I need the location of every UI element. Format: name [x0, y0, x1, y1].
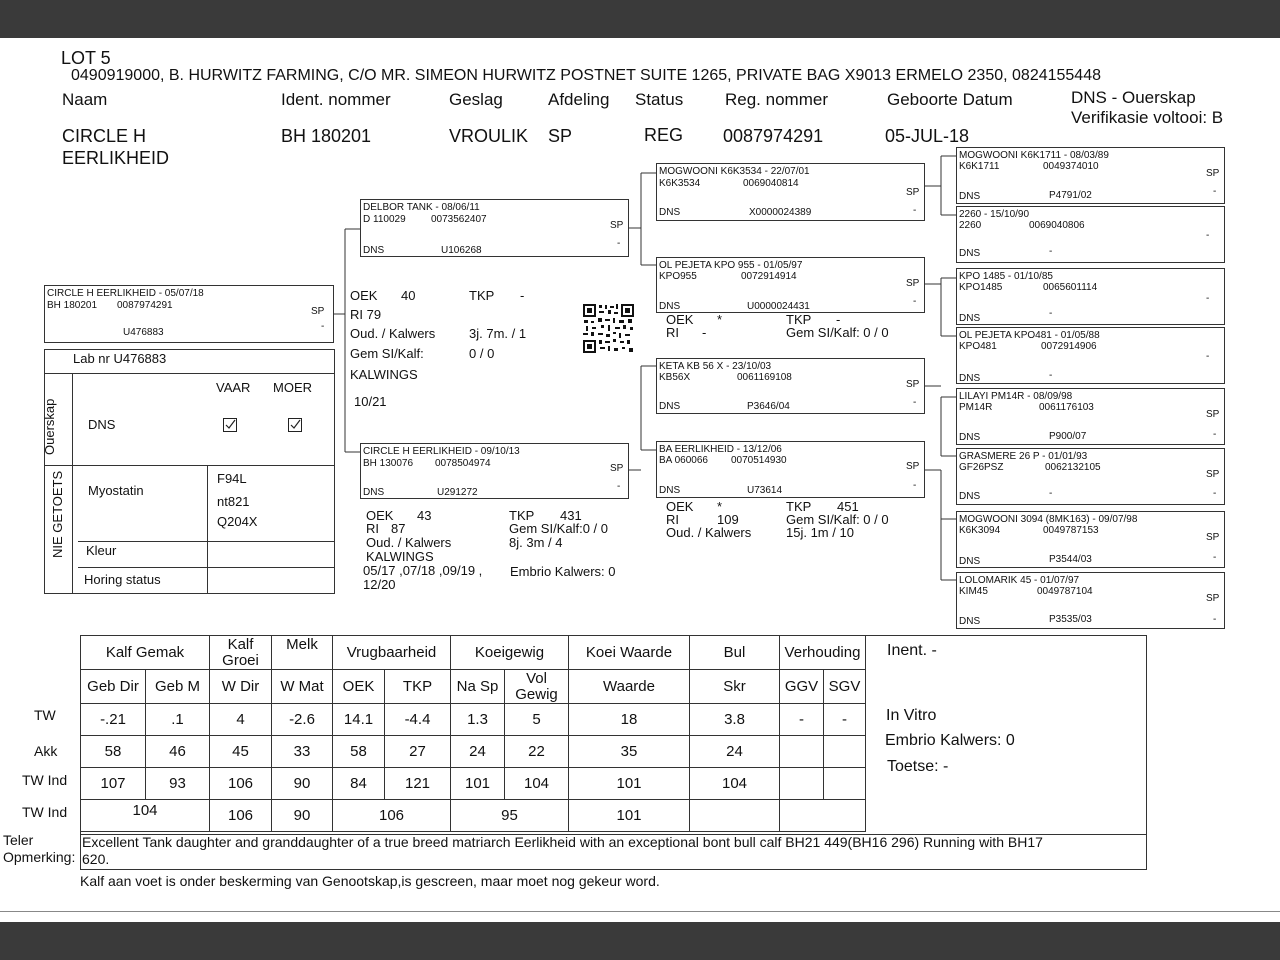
twind-cell	[780, 768, 824, 800]
gp-ident: K6K3534	[659, 178, 701, 189]
ggp-code: P3544/03	[1049, 554, 1092, 565]
ggp-reg: 0065601114	[1043, 282, 1098, 293]
dam-gem: Gem SI/Kalf:0 / 0	[509, 521, 608, 536]
gp4-gem: Gem SI/Kalf: 0 / 0	[786, 512, 889, 527]
ggp-title: LILAYI PM14R - 08/09/98	[959, 391, 1073, 402]
dam-oud-label: Oud. / Kalwers	[366, 535, 452, 550]
akk-cell: 35	[569, 736, 690, 768]
gp-title: OL PEJETA KPO 955 - 01/05/97	[659, 260, 803, 271]
ggp-ident: 2260	[959, 220, 982, 231]
ggp-sp: SP	[1206, 532, 1220, 543]
ggp-title: 2260 - 15/10/90	[959, 209, 1030, 220]
dam-tkp-value: 431	[560, 508, 582, 523]
gp-dns: DNS	[659, 485, 681, 496]
side-inent: Inent. -	[887, 642, 937, 659]
lab-horing: Horing status	[84, 572, 161, 587]
tw-cell: -	[824, 704, 866, 736]
lab-moer: MOER	[273, 380, 312, 395]
twind-cell: 93	[146, 768, 210, 800]
subject-reg: 0087974291	[117, 300, 173, 311]
ggp-reg: 0069040806	[1029, 220, 1085, 231]
sub-vol-gewig: Vol Gewig	[505, 670, 569, 704]
sub-skr: Skr	[690, 670, 780, 704]
remark-line-2: 620.	[82, 851, 110, 867]
ggp-code: P3535/03	[1049, 614, 1092, 625]
sire-dns: DNS	[363, 245, 385, 256]
ggp-code: -	[1049, 308, 1053, 319]
ggp-dash: -	[1206, 230, 1210, 241]
dam-oek-label: OEK	[366, 508, 394, 523]
ggp-code: -	[1049, 488, 1053, 499]
dam-kalwings-label: KALWINGS	[366, 549, 434, 564]
gp-title: MOGWOONI K6K3534 - 22/07/01	[659, 166, 810, 177]
ggp-dns: DNS	[959, 616, 981, 627]
dam-code: U291272	[437, 487, 478, 498]
sub-na-sp: Na Sp	[451, 670, 505, 704]
footer-note: Kalf aan voet is onder beskerming van Genootskap,is gescreen, maar moet nog gekeur word.	[80, 873, 660, 889]
teler-label: Teler	[3, 832, 34, 848]
gp-dns: DNS	[659, 301, 681, 312]
ebv-table	[80, 635, 866, 832]
lab-myostatin: Myostatin	[88, 483, 144, 498]
twind-cell	[824, 768, 866, 800]
sub-waarde: Waarde	[569, 670, 690, 704]
hdr-status: Status	[635, 90, 684, 109]
remark-line-1: Excellent Tank daughter and granddaughter of a true breed matriarch Eerlikheid with an exceptional bont bull calf BH21 449(BH16 296) Running with BH17	[82, 834, 1043, 850]
row-label-tw: TW	[34, 707, 56, 723]
hdr-reg: Reg. nommer	[725, 90, 828, 109]
grp-vrugbaarheid: Vrugbaarheid	[333, 636, 451, 670]
ggp-reg: 0072914906	[1041, 341, 1097, 352]
subject-ident: BH 180201	[47, 300, 98, 311]
gp-reg: 0070514930	[731, 455, 787, 466]
sire-title: DELBOR TANK - 08/06/11	[363, 202, 480, 213]
grp-bul: Bul	[690, 636, 780, 670]
hdr-verifikasie: Verifikasie voltooi: B	[1071, 108, 1224, 127]
gp-code: X0000024389	[749, 207, 812, 218]
sire-reg: 0073562407	[431, 214, 487, 225]
gp2-ri-label: RI	[666, 325, 679, 340]
gp2-tkp-label: TKP	[786, 312, 812, 327]
akk-cell: 27	[385, 736, 451, 768]
subject-dash: -	[321, 321, 325, 332]
gp4-oek-value: *	[717, 499, 723, 514]
ggp-dash: -	[1213, 614, 1217, 625]
gp-code: U0000024431	[747, 301, 810, 312]
animal-name-1: CIRCLE H	[62, 126, 147, 146]
main-kalwings-label: KALWINGS	[350, 367, 418, 382]
akk-cell: 58	[333, 736, 385, 768]
lab-f94l: F94L	[217, 471, 247, 486]
twind2-cell: 95	[451, 800, 569, 832]
sire-dash: -	[617, 238, 621, 249]
grp-koeigewig: Koeigewig	[451, 636, 569, 670]
subject-sp: SP	[311, 306, 325, 317]
ggp-sp: SP	[1206, 409, 1220, 420]
gp4-ri-label: RI	[666, 512, 679, 527]
twind2-cell: 101	[569, 800, 690, 832]
ggp-code: P900/07	[1049, 431, 1087, 442]
hdr-ident: Ident. nommer	[281, 90, 391, 109]
main-oek-label: OEK	[350, 288, 378, 303]
gp2-gem: Gem SI/Kalf: 0 / 0	[786, 325, 889, 340]
dam-title: CIRCLE H EERLIKHEID - 09/10/13	[363, 446, 520, 457]
lab-q204x: Q204X	[217, 514, 258, 529]
ggp-code: -	[1049, 370, 1053, 381]
dam-ident: BH 130076	[363, 458, 414, 469]
ggp-title: LOLOMARIK 45 - 01/07/97	[959, 575, 1080, 586]
ggp-sp: SP	[1206, 469, 1220, 480]
animal-ident: BH 180201	[281, 126, 372, 146]
twind-cell: 101	[569, 768, 690, 800]
twind-cell: 90	[272, 768, 333, 800]
twind-cell: 106	[210, 768, 272, 800]
tw-cell: 4	[210, 704, 272, 736]
ggp-ident: GF26PSZ	[959, 462, 1004, 473]
ggp-title: KPO 1485 - 01/10/85	[959, 271, 1053, 282]
gp-reg: 0061169108	[737, 372, 792, 383]
main-oek-value: 40	[401, 288, 416, 303]
twind2-cell: 106	[333, 800, 451, 832]
tw-cell: -2.6	[272, 704, 333, 736]
tw-cell: -4.4	[385, 704, 451, 736]
lab-vaar: VAAR	[216, 380, 251, 395]
gp-reg: 0069040814	[743, 178, 799, 189]
subject-code: U476883	[123, 327, 164, 338]
tw-cell: 5	[505, 704, 569, 736]
dam-dash: -	[617, 481, 621, 492]
hdr-geslag: Geslag	[449, 90, 503, 109]
dam-kalwings-value-2: 12/20	[363, 577, 396, 592]
gp-title: KETA KB 56 X - 23/10/03	[659, 361, 772, 372]
hdr-afdeling: Afdeling	[548, 90, 610, 109]
sub-ggv: GGV	[780, 670, 824, 704]
main-oud-label: Oud. / Kalwers	[350, 326, 436, 341]
footer-divider	[0, 911, 1280, 912]
ggp-ident: KIM45	[959, 586, 988, 597]
hdr-dns: DNS - Ouerskap	[1071, 88, 1196, 107]
tw-cell: .1	[146, 704, 210, 736]
akk-cell: 24	[451, 736, 505, 768]
subject-title: CIRCLE H EERLIKHEID - 05/07/18	[47, 288, 204, 299]
gp2-oek-value: *	[717, 312, 723, 327]
lab-nr: Lab nr U476883	[73, 351, 167, 366]
gp4-tkp-value: 451	[837, 499, 859, 514]
sire-ident: D 110029	[363, 214, 406, 225]
animal-geslag: VROULIK	[449, 126, 529, 146]
gp2-oek-label: OEK	[666, 312, 694, 327]
gp4-oek-label: OEK	[666, 499, 694, 514]
gp-code: U73614	[747, 485, 783, 496]
bottom-bar	[0, 922, 1280, 960]
ggp-code: P4791/02	[1049, 190, 1092, 201]
lot-number: LOT 5	[61, 48, 111, 68]
gp-dash: -	[913, 205, 917, 216]
ggp-reg: 0049787153	[1043, 525, 1099, 536]
sub-oek: OEK	[333, 670, 385, 704]
main-gem-label: Gem SI/Kalf:	[350, 346, 424, 361]
side-invitro: In Vitro	[886, 707, 937, 724]
sub-w-mat: W Mat	[272, 670, 333, 704]
animal-dob: 05-JUL-18	[885, 126, 970, 146]
lab-ouerskap: Ouerskap	[42, 398, 57, 455]
sire-sp: SP	[610, 220, 624, 231]
gp4-oud-value: 15j. 1m / 10	[786, 525, 854, 540]
sub-geb-dir: Geb Dir	[81, 670, 146, 704]
akk-cell	[780, 736, 824, 768]
tw-cell: 3.8	[690, 704, 780, 736]
hdr-naam: Naam	[62, 90, 108, 109]
gp-sp: SP	[906, 461, 920, 472]
row-label-twind: TW Ind	[22, 772, 68, 788]
lab-kleur: Kleur	[86, 543, 117, 558]
ggp-ident: KPO1485	[959, 282, 1003, 293]
ggp-dash: -	[1213, 429, 1217, 440]
ggp-title: OL PEJETA KPO481 - 01/05/88	[959, 330, 1100, 341]
ggp-sp: SP	[1206, 168, 1220, 179]
dam-sp: SP	[610, 463, 624, 474]
ggp-dash: -	[1213, 488, 1217, 499]
hdr-geboorte: Geboorte Datum	[887, 90, 1013, 109]
animal-afdeling: SP	[548, 126, 573, 146]
ggp-reg: 0049374010	[1043, 161, 1099, 172]
dam-reg: 0078504974	[435, 458, 491, 469]
gp-ident: KB56X	[659, 372, 691, 383]
ggp-ident: KPO481	[959, 341, 997, 352]
tw-cell: 18	[569, 704, 690, 736]
gp2-ri-value: -	[702, 325, 707, 340]
ggp-sp: SP	[1206, 593, 1220, 604]
akk-cell: 24	[690, 736, 780, 768]
ggp-dns: DNS	[959, 556, 981, 567]
ggp-title: MOGWOONI K6K1711 - 08/03/89	[959, 150, 1109, 161]
side-toetse: Toetse: -	[887, 758, 949, 775]
gp4-tkp-label: TKP	[786, 499, 812, 514]
opmerking-label: Opmerking:	[3, 849, 76, 865]
gp-dns: DNS	[659, 401, 681, 412]
sub-w-dir: W Dir	[210, 670, 272, 704]
animal-status: REG	[644, 125, 684, 145]
gp-dash: -	[913, 480, 917, 491]
gp4-ri-value: 109	[717, 512, 739, 527]
ggp-ident: PM14R	[959, 402, 993, 413]
main-ri: RI 79	[350, 307, 382, 322]
twind2-cell: 106	[210, 800, 272, 832]
sub-tkp: TKP	[385, 670, 451, 704]
gp-dash: -	[913, 296, 917, 307]
twind-cell: 104	[690, 768, 780, 800]
ggp-ident: K6K1711	[959, 161, 1000, 172]
dam-oek-value: 43	[417, 508, 432, 523]
ggp-reg: 0061176103	[1039, 402, 1094, 413]
twind-cell: 104	[505, 768, 569, 800]
ggp-title: GRASMERE 26 P - 01/01/93	[959, 451, 1088, 462]
side-embrio: Embrio Kalwers: 0	[885, 732, 1015, 749]
ggp-ident: K6K3094	[959, 525, 1001, 536]
grp-kalf-gemak: Kalf Gemak	[81, 636, 210, 670]
ggp-dns: DNS	[959, 373, 981, 384]
ggp-title: MOGWOONI 3094 (8MK163) - 09/07/98	[959, 514, 1138, 525]
gp-sp: SP	[906, 187, 920, 198]
grp-verhouding: Verhouding	[780, 636, 866, 670]
akk-cell: 22	[505, 736, 569, 768]
ggp-reg: 0049787104	[1037, 586, 1093, 597]
gp-title: BA EERLIKHEID - 13/12/06	[659, 444, 782, 455]
tw-cell: -.21	[81, 704, 146, 736]
gp4-oud-label: Oud. / Kalwers	[666, 525, 752, 540]
ggp-dns: DNS	[959, 491, 981, 502]
gp-ident: KPO955	[659, 271, 697, 282]
main-tkp-label: TKP	[469, 288, 495, 303]
main-kalwings-value: 10/21	[354, 394, 387, 409]
ggp-dns: DNS	[959, 313, 981, 324]
gp2-tkp-value: -	[836, 312, 841, 327]
grp-melk: Melk	[272, 636, 333, 670]
ggp-dash: -	[1206, 351, 1210, 362]
ggp-dash: -	[1206, 293, 1210, 304]
dam-dns: DNS	[363, 487, 385, 498]
lab-dns: DNS	[88, 417, 116, 432]
ggp-dns: DNS	[959, 432, 981, 443]
gp-ident: BA 060066	[659, 455, 708, 466]
lab-nt821: nt821	[217, 494, 250, 509]
row-label-akk: Akk	[34, 743, 58, 759]
sub-sgv: SGV	[824, 670, 866, 704]
akk-cell	[824, 736, 866, 768]
gp-sp: SP	[906, 379, 920, 390]
akk-cell: 45	[210, 736, 272, 768]
twind-cell: 84	[333, 768, 385, 800]
dam-ri-value: 87	[391, 521, 406, 536]
twind-cell: 101	[451, 768, 505, 800]
akk-cell: 58	[81, 736, 146, 768]
gp-dns: DNS	[659, 207, 681, 218]
ggp-code: -	[1049, 246, 1053, 257]
tw-cell: 14.1	[333, 704, 385, 736]
akk-cell: 33	[272, 736, 333, 768]
tw-cell: 1.3	[451, 704, 505, 736]
sire-code: U106268	[441, 245, 482, 256]
main-tkp-value: -	[520, 288, 525, 303]
twind2-cell: 104	[81, 800, 210, 832]
ggp-reg: 0062132105	[1045, 462, 1101, 473]
dam-tkp-label: TKP	[509, 508, 535, 523]
owner-line: 0490919000, B. HURWITZ FARMING, C/O MR. SIMEON HURWITZ POSTNET SUITE 1265, PRIVATE BAG X9013 ERMELO 2350, 0824155448	[71, 67, 1101, 84]
tw-cell: -	[780, 704, 824, 736]
dam-embrio: Embrio Kalwers: 0	[510, 564, 616, 579]
ggp-dash: -	[1213, 186, 1217, 197]
animal-reg: 0087974291	[723, 126, 824, 146]
twind-cell: 107	[81, 768, 146, 800]
ggp-dns: DNS	[959, 191, 981, 202]
grp-koei-waarde: Koei Waarde	[569, 636, 690, 670]
ggp-dash: -	[1213, 552, 1217, 563]
grp-kalf-groei: Kalf Groei	[210, 636, 272, 670]
row-label-twind-2: TW Ind	[22, 804, 68, 820]
twind2-cell: 90	[272, 800, 333, 832]
dam-kalwings-value: 05/17 ,07/18 ,09/19 ,	[363, 563, 483, 578]
twind2-cell	[780, 800, 866, 832]
main-gem-value: 0 / 0	[469, 346, 495, 361]
sub-geb-m: Geb M	[146, 670, 210, 704]
dam-oud-value: 8j. 3m / 4	[509, 535, 563, 550]
ggp-dns: DNS	[959, 248, 981, 259]
main-oud-value: 3j. 7m. / 1	[469, 326, 527, 341]
lab-nie-getoets: NIE GETOETS	[50, 470, 65, 558]
gp-reg: 0072914914	[741, 271, 797, 282]
dam-ri-label: RI	[366, 521, 379, 536]
gp-sp: SP	[906, 278, 920, 289]
gp-code: P3646/04	[747, 401, 790, 412]
akk-cell: 46	[146, 736, 210, 768]
twind-cell: 121	[385, 768, 451, 800]
twind2-cell	[690, 800, 780, 832]
animal-name-2: EERLIKHEID	[62, 148, 170, 168]
gp-dash: -	[913, 397, 917, 408]
